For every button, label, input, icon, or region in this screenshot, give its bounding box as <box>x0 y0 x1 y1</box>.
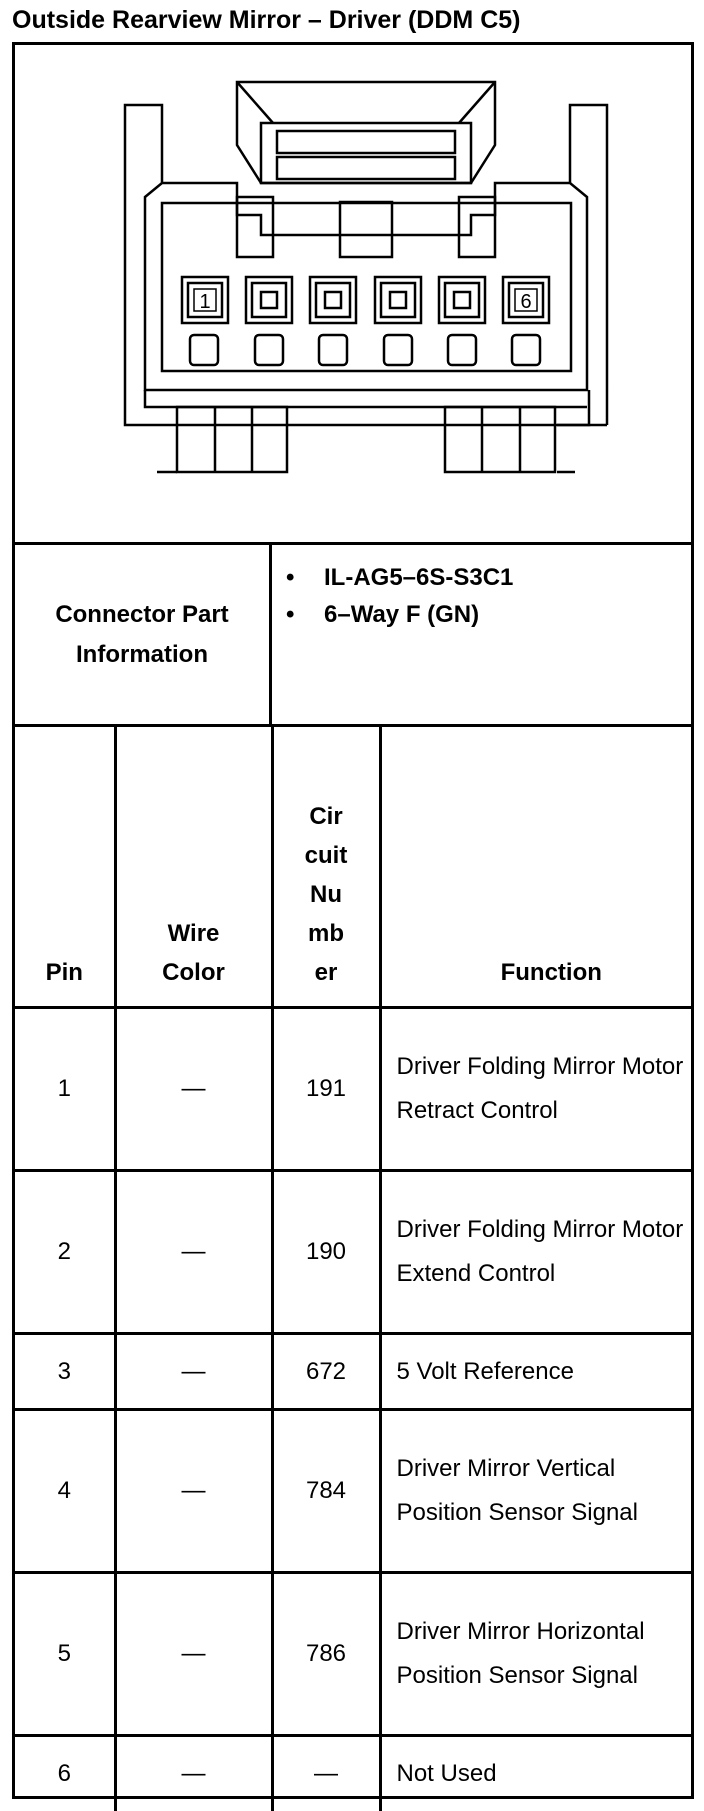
header-pin: Pin <box>15 727 115 1008</box>
table-row <box>15 1171 691 1334</box>
function-cell: Driver Folding Mirror Motor Extend Control <box>380 1171 691 1334</box>
pinout-table <box>15 727 691 1811</box>
table-row <box>15 1008 691 1171</box>
pin-cell: 4 <box>15 1410 115 1573</box>
circuit-cell: 784 <box>272 1410 380 1573</box>
table-row <box>15 1410 691 1573</box>
function-cell: Not Used <box>380 1736 691 1811</box>
header-function: Function <box>380 727 691 1008</box>
terminal-slots <box>190 335 540 365</box>
wire-color-cell: — <box>115 1736 272 1811</box>
table-row <box>15 1334 691 1410</box>
housing-outline <box>145 183 587 390</box>
latch-outline <box>237 82 495 183</box>
pin-cell: 3 <box>15 1334 115 1410</box>
function-cell: Driver Mirror Vertical Position Sensor Signal <box>380 1410 691 1573</box>
header-circuit-number: Cir cuit Nu mb er <box>272 727 380 1008</box>
function-cell: Driver Mirror Horizontal Position Sensor Signal <box>380 1573 691 1736</box>
cavity-label-6: 6 <box>520 291 531 313</box>
function-cell: 5 Volt Reference <box>380 1334 691 1410</box>
connector-part-row <box>15 542 691 727</box>
wire-color-cell: — <box>115 1334 272 1410</box>
circuit-cell: 786 <box>272 1573 380 1736</box>
page-title: Outside Rearview Mirror – Driver (DDM C5) <box>12 6 520 35</box>
wire-color-cell: — <box>115 1410 272 1573</box>
circuit-cell: 672 <box>272 1334 380 1410</box>
wire-color-cell: — <box>115 1008 272 1171</box>
circuit-cell: 191 <box>272 1008 380 1171</box>
part-number: • IL-AG5–6S-S3C1 <box>286 559 691 596</box>
header-wire-color: Wire Color <box>115 727 272 1008</box>
connector-card <box>12 42 694 1799</box>
part-description: • 6–Way F (GN) <box>286 596 691 633</box>
wire-color-cell: — <box>115 1573 272 1736</box>
function-cell: Driver Folding Mirror Motor Retract Control <box>380 1008 691 1171</box>
pin-cell: 5 <box>15 1573 115 1736</box>
wire-color-cell: — <box>115 1171 272 1334</box>
connector-part-info <box>272 545 691 724</box>
cavity-row <box>182 277 549 323</box>
table-row <box>15 1573 691 1736</box>
pin-cell: 1 <box>15 1008 115 1171</box>
connector-diagram <box>15 45 691 542</box>
connector-drawing <box>15 45 691 542</box>
pin-cell: 6 <box>15 1736 115 1811</box>
table-row <box>15 1736 691 1811</box>
connector-part-label: Connector Part Information <box>15 545 272 724</box>
pin-cell: 2 <box>15 1171 115 1334</box>
circuit-cell: — <box>272 1736 380 1811</box>
circuit-cell: 190 <box>272 1171 380 1334</box>
cavity-label-1: 1 <box>199 291 210 313</box>
